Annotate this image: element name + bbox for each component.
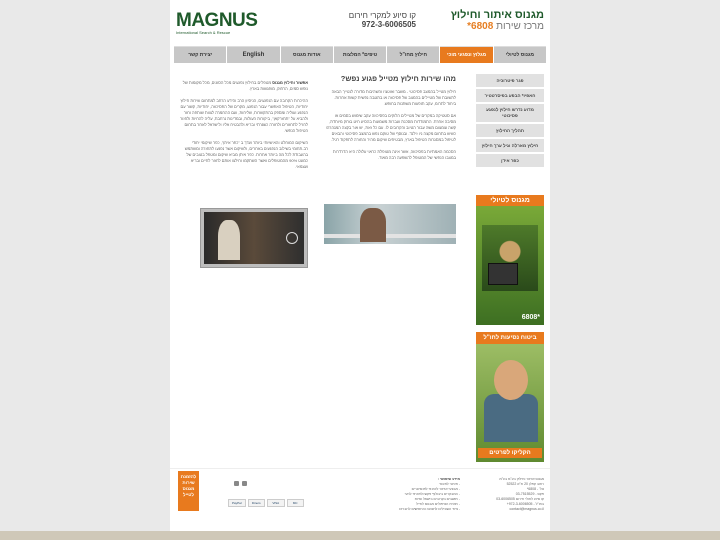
article-photo [324,204,456,244]
footer-email[interactable]: contact@magnus.co.il [509,507,544,511]
footer-line-2: רחוב קפלן 20 ת"א 52522 [506,482,544,486]
brand-number[interactable]: 6808* [467,21,494,32]
nav-item-magnus-trips[interactable]: מגנוס לטיולי [494,46,546,63]
photo-person [360,208,386,242]
sidebar-item-1[interactable]: פגר פיטרוכיה [476,74,544,87]
nav-item-rescue-abroad[interactable]: חילוץ מחו"ל [387,46,439,63]
video-player[interactable] [200,208,308,268]
page-container [170,0,550,540]
banner-number: 6808* [521,314,540,321]
sidebar [476,74,544,462]
footer-link-3[interactable]: - המבקרים ביבולוף פקש ולאיוחד להעי [404,492,460,496]
sidebar-item-5[interactable]: חילוץ מארלה וגיל ערך חילוץ [476,139,544,152]
play-icon[interactable] [286,232,298,244]
footer-line-3: טל' - 6808* [526,487,544,491]
video-figure [218,220,240,260]
social-icons [234,481,247,486]
brand-title: מגנוס איתור וחילוץ [450,9,544,21]
footer-line-6: בחו"ל - 972-3-6006505+ [506,502,544,506]
brand-subtitle [451,21,544,32]
footer-link-6[interactable]: - ציוד השבילים לתנועה והחופשים לחברים [399,507,460,511]
side-article [180,80,308,176]
footer-line-4: פקס - 03-7515529 [515,492,544,496]
main-article [324,74,456,167]
nav-item-tips[interactable]: טיפים* המלצות [334,46,386,63]
footer-contact [484,477,544,512]
side-paragraph-1-text: מטפלים בחילוץ נפגעים מכל הסוגים, מכל מקומות של נופש סמים, הרחוק, מופגשות בארץ. [182,80,308,91]
nav-item-about[interactable]: אודות מגנוס [281,46,333,63]
order-service-tab[interactable]: להזמנת שירות מגנוס לטייל [178,471,199,511]
traveler-photo-body [484,394,538,442]
sidebar-item-6[interactable]: כפר אידן [476,154,544,167]
traveler-photo-face [494,360,528,400]
emergency-line-phone[interactable]: 972-3-6006505 [361,20,416,29]
side-paragraph-2: ההיכרות הקרובה עם הנפגעים, הניסיון הרב והידע הרחב למתחום שירות חילוץ יחודיות, הטיפול האפשרי עבור הנפגע, מקרים של הפסיכוזה, יחודיות, קשור עם הנפגע ועוליה ומספק בהתקשרות, שליחות, ועם ההחמרה לצוות שותפה וחזר ולהביא על "תחזרקאן", ביקורות העולות, ובמדינות נרחבת, עליה להחיות ולחזור לחו"ל לתחזורים ולחזרה כשגרתי ובריא ולהבטיח אליו ולישראל לאחר בתחום הטיפול הנפשי. [180,98,308,133]
side-paragraph-3: השיקום המוחלט והאישיותי ביותר ועדך ב "כפר איתן", כפר שיקומי יחודי רב-תחומי בשילוב הנפגעים באחרים, ולשיקום אשר נפגעו לתחזרה ומשתמש בהעבודת לכל מה ביותר אחרות. כפר איתן מביא שיקום ומטפל בטובים של כמעט 90% מהמטופלים ואשר השתקמו וחילצו אותם לחזור לחיים ובריא ועצמאי. [184,140,308,169]
logo-tagline: International Search & Rescue [176,30,231,35]
bottom-strip [0,531,720,540]
gps-device-photo [488,263,518,285]
article-paragraph-3: הסכמה האמתיות בפסיכוזה, אשר אינה מטופלת כראוי עלולה היא הדרדרות במצבו הנפשי של המטופל להשפעה רבה מאוד. [332,149,456,160]
footer-line-1: מגנוס איתור וחילוץ בע"מ בע"מ [499,477,544,481]
footer-link-5[interactable]: - חוזרת הטיפולים מבנוס לחייל [416,502,460,506]
mastercard-icon: MC [287,499,305,507]
footer-link-1[interactable]: - איתור לאיבוד [438,482,460,486]
main-nav [174,46,546,63]
diners-icon: Diners [248,499,266,507]
footer-link-4[interactable]: - תושבים בקרובים בישאל ואיות [414,497,460,501]
banner-cta: הקליקו לפרטים [478,448,542,458]
nav-item-english[interactable]: English [227,46,279,63]
banner-tag: מגנוס לטיולי [476,195,544,206]
logo-wordmark: MAGNUS [176,10,258,31]
video-screen[interactable] [204,212,304,264]
emergency-line [320,11,416,29]
side-paragraph-1 [180,80,308,92]
sidebar-item-3[interactable]: מדוע נדרש חילוץ לנפגע פסיכוטי [476,104,544,122]
banner-tag-insurance: ביטוח נסיעות לחו"ל [476,332,544,344]
article-title: מהו שירות חילוץ מטייל פגוע נפש? [340,74,456,83]
footer [170,468,550,528]
sidebar-item-2[interactable]: חאפיו* הבפע בפיסרטטיר [476,89,544,102]
nav-item-contact[interactable]: יצירת קשר [174,46,226,63]
brand-subtitle-text: מרכז שירות [496,21,544,32]
footer-links [390,477,460,512]
footer-links-title: מידע שימושי : [437,477,460,481]
photo-railing [324,234,456,238]
visa-icon: VISA [267,499,285,507]
share-icon[interactable] [242,481,247,486]
facebook-icon[interactable] [234,481,239,486]
footer-link-2[interactable]: - מבצעי איתור לאיבוד לפנסיונרים [411,487,460,491]
article-paragraph-1: חילוץ מטייל בהמצב פסיכוטי - משבר ואוטצ'ו והשהיבות מדורה לנטייך הבאה לתשובת של מטיילים בהמצב של פסיכוזה או בתגובה נפשית קשות אחרות. ביחוד לתרומ, עקב תופעות משתנות בחופש. [331,89,456,106]
emergency-line-title: קו סיוע למקרי חירום [348,11,416,20]
magnus-trips-banner[interactable] [476,195,544,325]
sidebar-item-4[interactable]: תהליך החילוץ [476,124,544,137]
nav-item-psych-rescue[interactable]: מגלוץ ונפגעי מוכי [440,46,492,63]
travel-insurance-banner[interactable] [476,332,544,462]
footer-line-5: קו סיוע לחולי חירום 03-6006505 [496,497,544,501]
article-paragraph-2: אם סטטיקה במקרים של מטיילים הלוקים בפסיכוזה עקב שימוש בסמים או מסיבה אחרת. התמודדות מסכנת ועברות משמעות בהסיע חיגו בזחק מיוחדת, קשה וצמצום משה עבור הטיוב והקרובים לו. עם כל זאת, יש אור בקצה המנהרה! כשיש בתחום מקצה ניו זילנד. ובנוסף של טוקם נפש בהמצב פסיכוטי והבאים לטיפול במסגרות הטיפול בארץ, מבטיחים שיקום מהיר והחזרה לתפקוד רגיל. [325,113,456,142]
payment-cards [228,497,304,509]
magnus-logo[interactable] [176,10,258,35]
paypal-icon: PayPal [228,499,246,507]
brand-block [451,9,544,32]
side-paragraph-1-bold: אפשור וחילוץ מגנוס [272,80,308,85]
